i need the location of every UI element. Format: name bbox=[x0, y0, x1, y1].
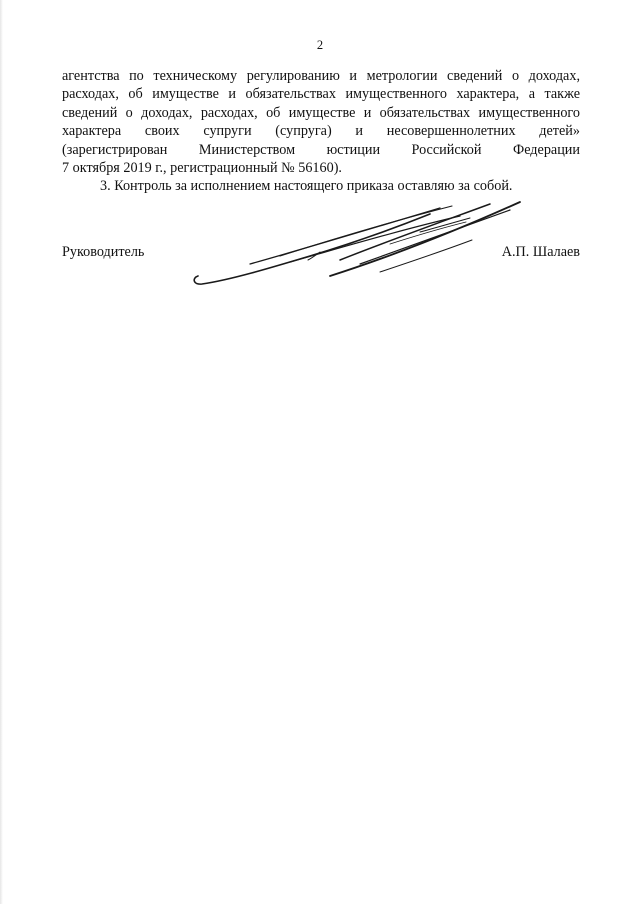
scan-edge-shadow bbox=[0, 0, 3, 904]
document-body bbox=[62, 67, 580, 196]
paragraph-line-2: расходах, об имуществе и обязательствах имущественного характера, а также bbox=[62, 86, 580, 103]
paragraph-line-6: 7 октября 2019 г., регистрационный № 56160). bbox=[62, 160, 342, 177]
signer-name: А.П. Шалаев bbox=[501, 244, 580, 260]
handwritten-signature bbox=[190, 198, 530, 290]
signer-title: Руководитель bbox=[62, 244, 145, 260]
page-number: 2 bbox=[316, 38, 324, 52]
paragraph-line-3: сведений о доходах, расходах, об имуществе и обязательствах имущественного bbox=[62, 104, 580, 121]
order-item-3: 3. Контроль за исполнением настоящего приказа оставляю за собой. bbox=[100, 178, 513, 195]
paragraph-line-5: (зарегистрирован Министерством юстиции Российской Федерации bbox=[62, 141, 580, 158]
paragraph-line-4: характера своих супруги (супруга) и несовершеннолетних детей» bbox=[62, 123, 580, 140]
paragraph-line-1: агентства по техническому регулированию и метрологии сведений о доходах, bbox=[62, 68, 580, 84]
